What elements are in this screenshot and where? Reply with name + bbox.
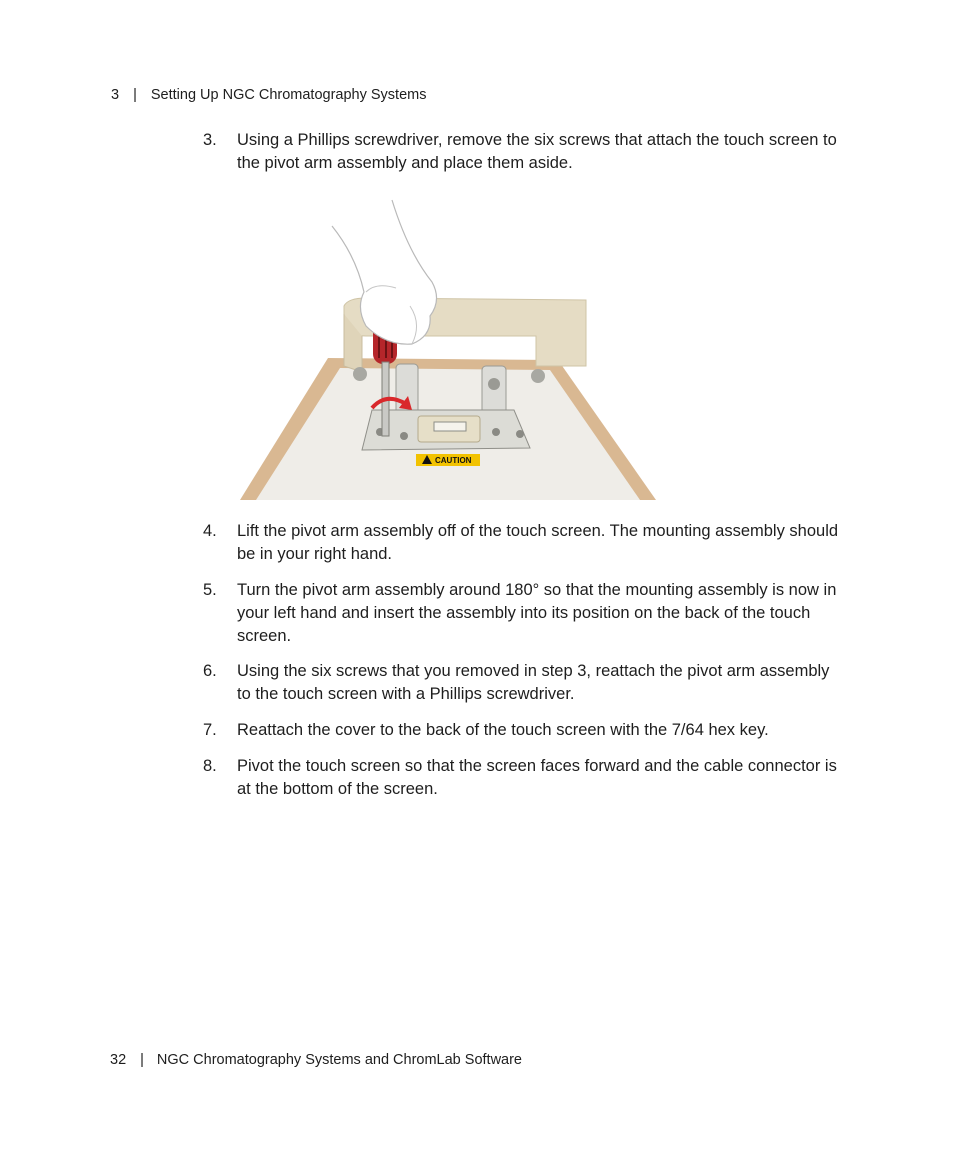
step-text: Using a Phillips screwdriver, remove the six screws that attach the touch screen to the pivot arm assembly and place them aside.	[237, 131, 837, 172]
step-8	[203, 755, 843, 801]
step-6	[203, 660, 843, 706]
step-7	[203, 719, 843, 742]
header-separator: |	[133, 87, 137, 103]
chapter-number: 3	[111, 87, 120, 103]
screw	[400, 432, 408, 440]
step-5	[203, 579, 843, 648]
right-knob	[531, 369, 545, 383]
step-3	[203, 129, 843, 175]
pivot-bolt	[488, 378, 500, 390]
screw	[492, 428, 500, 436]
connector-port	[434, 422, 466, 431]
step-text: Reattach the cover to the back of the touch screen with the 7/64 hex key.	[237, 721, 769, 739]
step-number: 8.	[203, 757, 217, 775]
page-number: 32	[110, 1052, 127, 1068]
pivot-arm-drawing	[236, 196, 660, 500]
running-header	[111, 87, 426, 103]
step-number: 5.	[203, 581, 217, 599]
step-text: Turn the pivot arm assembly around 180° so that the mounting assembly is now in your left hand and insert the assembly into its position on the back of the touch screen.	[237, 581, 837, 645]
step-number: 3.	[203, 131, 217, 149]
screw	[516, 430, 524, 438]
book-title: NGC Chromatography Systems and ChromLab Software	[156, 1052, 522, 1068]
left-knob	[353, 367, 367, 381]
step-text: Lift the pivot arm assembly off of the touch screen. The mounting assembly should be in your right hand.	[237, 522, 839, 563]
step-number: 7.	[203, 721, 217, 739]
step-4	[203, 520, 843, 566]
footer-separator: |	[140, 1052, 144, 1068]
step-number: 6.	[203, 662, 217, 680]
caution-text: CAUTION	[435, 456, 472, 465]
running-footer	[110, 1052, 522, 1068]
pivot-arm-illustration	[236, 196, 660, 500]
step-text: Using the six screws that you removed in step 3, reattach the pivot arm assembly to the touch screen with a Phillips screwdriver.	[237, 662, 830, 703]
step-text: Pivot the touch screen so that the screen faces forward and the cable connector is at the bottom of the screen.	[237, 757, 837, 798]
step-number: 4.	[203, 522, 217, 540]
chapter-title: Setting Up NGC Chromatography Systems	[150, 87, 427, 103]
